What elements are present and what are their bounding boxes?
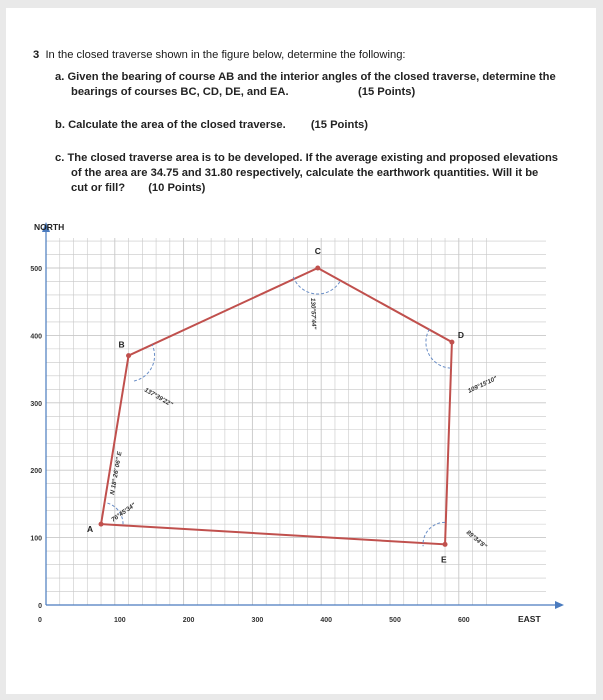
traverse-plot bbox=[6, 8, 596, 694]
angle-a-label: 76°45'34" bbox=[110, 501, 138, 524]
station-label-a: A bbox=[87, 524, 94, 535]
x-tick-label: 300 bbox=[251, 617, 264, 624]
station-c bbox=[315, 266, 320, 271]
y-tick-label: 0 bbox=[38, 603, 42, 610]
part-b-line1: Calculate the area of the closed traverse. bbox=[68, 119, 286, 131]
y-tick-label: 500 bbox=[30, 266, 42, 273]
x-axis-arrow bbox=[555, 601, 564, 609]
station-label-c: C bbox=[314, 246, 321, 256]
y-tick-label: 400 bbox=[30, 333, 42, 341]
traverse-polygon bbox=[101, 268, 452, 544]
part-a-label: a. bbox=[55, 71, 65, 83]
station-a bbox=[99, 522, 104, 527]
part-c-label: c. bbox=[55, 152, 65, 164]
station-b bbox=[126, 353, 131, 358]
part-a-line2: bearings of courses BC, CD, DE, and EA. bbox=[71, 86, 289, 98]
part-c-line2: of the area are 34.75 and 31.80 respectively, calculate the earthwork quantities. Will it be bbox=[71, 167, 539, 179]
x-tick-label: 500 bbox=[389, 617, 401, 624]
angle-d-label: 109°15'10" bbox=[466, 375, 499, 395]
station-label-b: B bbox=[118, 339, 125, 350]
station-label-e: E bbox=[441, 554, 447, 565]
part-a-points: (15 Points) bbox=[358, 86, 416, 98]
question-number: 3 bbox=[33, 49, 40, 61]
station-label-d: D bbox=[457, 330, 465, 341]
part-b-label: b. bbox=[55, 119, 65, 131]
part-c-line3: cut or fill? bbox=[71, 182, 126, 194]
part-c-line1: The closed traverse area is to be developed. If the average existing and proposed elevations bbox=[67, 152, 559, 164]
part-b-points: (15 Points) bbox=[310, 119, 369, 131]
angle-c-label: 130°57'44" bbox=[309, 297, 318, 330]
x-tick-label: 200 bbox=[182, 617, 195, 624]
angle-b-label: 137°39'22" bbox=[143, 386, 174, 409]
part-c-points: (10 Points) bbox=[148, 182, 206, 194]
x-tick-label: 0 bbox=[38, 617, 42, 624]
x-axis-label: EAST bbox=[518, 614, 541, 624]
y-tick-label: 100 bbox=[30, 535, 42, 543]
x-tick-label: 600 bbox=[457, 617, 470, 624]
bearing-ab-label: N 18° 26' 06" E bbox=[109, 451, 124, 496]
y-axis-label: NORTH bbox=[34, 222, 65, 232]
part-a-line1: Given the bearing of course AB and the interior angles of the closed traverse, determine the bbox=[67, 71, 556, 83]
question-stem-text: In the closed traverse shown in the figure below, determine the following: bbox=[45, 49, 406, 61]
x-tick-label: 100 bbox=[113, 617, 126, 624]
y-tick-label: 200 bbox=[30, 468, 42, 476]
x-tick-label: 400 bbox=[320, 617, 333, 624]
worksheet-page bbox=[6, 8, 596, 694]
station-e bbox=[443, 542, 448, 547]
station-d bbox=[449, 340, 454, 345]
angle-arc bbox=[293, 277, 340, 294]
y-tick-label: 300 bbox=[30, 400, 42, 408]
angle-e-label: 89°34'8" bbox=[464, 529, 488, 551]
